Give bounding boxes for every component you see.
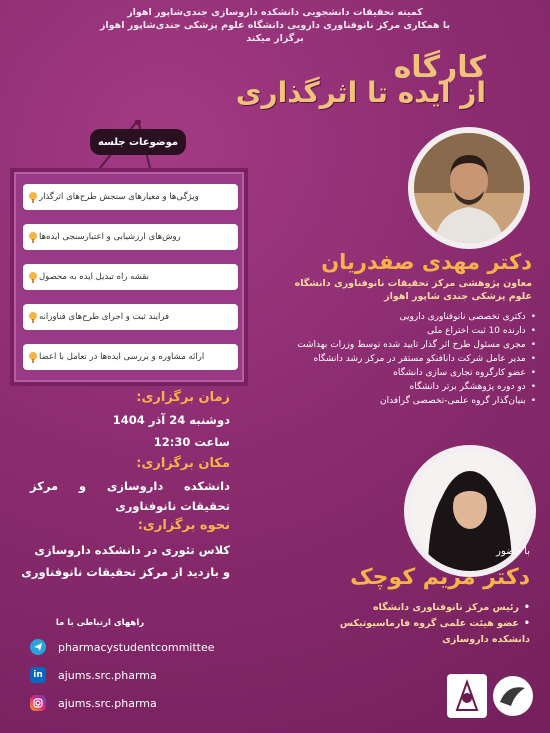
list-item: • دکتری تخصصی نانوفناوری دارویی [297,310,536,324]
speaker1-photo [408,127,530,249]
speaker2-name: دکتر مریم کوچک [350,565,530,590]
university-logos [445,672,535,720]
instagram-icon [30,695,46,711]
telegram-handle[interactable]: pharmacystudentcommittee [58,640,215,654]
place-label: مکان برگزاری: [136,456,230,471]
title-main: از ایده تا اثرگذاری [235,76,486,109]
pin-icon [27,351,39,363]
list-item: • بنیان‌گذار گروه علمی-تخصصی گرافدان [297,394,536,408]
list-item: • مجری مسئول طرح اثر گذار تایید شده توسط وزرات بهداشت [297,338,536,352]
speaker1-name: دکتر مهدی صفدریان [321,250,532,274]
list-item: • دارنده 10 ثبت اختراع ملی [297,324,536,338]
list-item: • مدیر عامل شرکت دانافنکو مستقر در مرکز رشد دانشگاه [297,352,536,366]
contacts [30,618,215,718]
pin-icon [27,231,39,243]
instagram-handle[interactable]: ajums.src.pharma [58,696,157,710]
mode-label: نحوه برگزاری: [137,518,230,533]
pin-icon [27,311,39,323]
speaker2-bullets [320,600,530,648]
topic-item-1 [23,184,238,210]
topic-item-5 [23,344,238,370]
topic-text: ویژگی‌ها و معیارهای سنجش طرح‌های اثرگذار [39,192,199,202]
speaker1-affiliation-1: معاون پژوهشی مرکز تحقیقات نانوفناوری دانشگاه [294,278,532,289]
event-time: ساعت 12:30 [153,435,230,449]
list-item: • رئیس مرکز نانوفناوری دانشگاه [320,600,530,616]
header [60,6,490,45]
topic-item-4 [23,304,238,330]
contact-instagram[interactable] [30,690,215,716]
topic-text: روش‌های ارزشیابی و اعتبارسنجی ایده‌ها [39,232,181,242]
contacts-title: راههای ارتباطی با ما [55,618,145,628]
linkedin-icon: in [30,667,46,683]
title-workshop: کارگاه [393,50,486,85]
pin-icon [27,191,39,203]
linkedin-handle[interactable]: ajums.src.pharma [58,668,157,682]
speaker1-affiliation-2: علوم پزشکی جندی شاپور اهواز [384,291,532,302]
list-item: • دو دوره پژوهشگر برتر دانشگاه [297,380,536,394]
topic-text: ارائه مشاوره و بررسی ایده‌ها در تعامل با اعضا [39,352,205,362]
with-label: با حضور [496,546,530,557]
contact-telegram[interactable] [30,634,215,660]
topic-text: نقشه راه تبدیل ایده به محصول [39,272,149,282]
time-label: زمان برگزاری: [136,390,230,405]
topics-list [10,168,248,386]
telegram-icon [30,639,46,655]
event-mode-line-1: کلاس تئوری در دانشکده داروسازی [34,543,230,557]
pin-icon [27,271,39,283]
topics-title: موضوعات جلسه [90,129,186,155]
list-item: • عضو هیئت علمی گروه فارماسیوتیکس دانشکده داروسازی [320,616,530,648]
header-line-3: برگزار میکند [246,33,304,44]
event-date: دوشنبه 24 آذر 1404 [112,413,230,427]
topic-text: فرایند ثبت و اجرای طرح‌های فناورانه [39,312,170,322]
topic-item-2 [23,224,238,250]
event-place: دانشکده داروسازی و مرکز تحقیقات نانوفناوری [30,479,230,513]
speaker1-bullets [297,310,536,408]
speaker2-photo [404,445,536,577]
header-line-2: با همکاری مرکز نانوفناوری دارویی دانشگاه علوم پزشکی جندی‌شاپور اهواز [99,20,451,31]
contact-linkedin[interactable] [30,662,215,688]
topic-item-3 [23,264,238,290]
event-mode-line-2: و بازدید از مرکز تحقیقات نانوفناوری [21,565,230,579]
header-line-1: کمیته تحقیقات دانشجویی دانشکده داروسازی جندی‌شاپور اهواز [127,7,423,18]
list-item: • عضو کارگروه تجاری سازی دانشگاه [297,366,536,380]
